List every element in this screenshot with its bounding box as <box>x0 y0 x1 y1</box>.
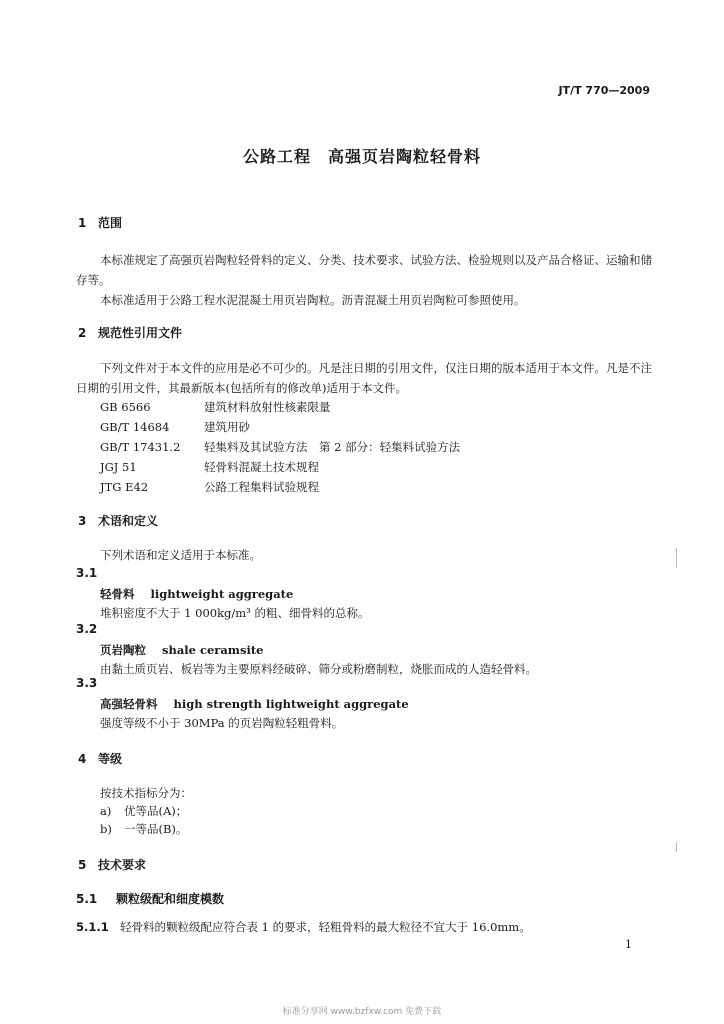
section-2-paragraph: 下列文件对于本文件的应用是必不可少的。凡是注日期的引用文件，仅注日期的版本适用于本文件。凡是不注日期的引用文件，其最新版本(包括所有的修改单)适用于本文件。 <box>76 361 652 395</box>
section-title: 范围 <box>98 216 123 230</box>
subsection-5-1-heading <box>76 890 224 907</box>
reference-title: 建筑用砂 <box>204 420 250 434</box>
term-chinese: 高强轻骨料 <box>100 697 158 711</box>
section-number: 5 <box>78 858 87 872</box>
list-text: 一等品(B)。 <box>124 822 188 836</box>
reference-code: JGJ 51 <box>100 460 137 474</box>
section-title: 等级 <box>98 752 123 766</box>
clause-5-1-1 <box>76 918 531 936</box>
section-title: 规范性引用文件 <box>98 326 183 340</box>
clause-text: 轻骨料的颗粒级配应符合表 1 的要求，轻粗骨料的最大粒径不宜大于 16.0mm。 <box>120 920 531 934</box>
section-1-paragraph-2: 本标准适用于公路工程水泥混凝土用页岩陶粒。沥青混凝土用页岩陶粒可参照使用。 <box>100 293 526 307</box>
page-number: 1 <box>625 938 632 951</box>
section-number: 2 <box>78 326 87 340</box>
term-heading <box>100 642 263 658</box>
section-4-heading <box>78 750 122 767</box>
list-item <box>100 802 187 820</box>
term-heading <box>100 586 293 602</box>
subsection-number: 5.1 <box>76 892 98 906</box>
reference-title: 轻骨料混凝土技术规程 <box>204 460 319 474</box>
term-definition: 强度等级不小于 30MPa 的页岩陶粒轻粗骨料。 <box>100 716 344 730</box>
term-definition: 由黏土质页岩、板岩等为主要原料经破碎、筛分或粉磨制粒，烧胀而成的人造轻骨料。 <box>100 662 537 676</box>
reference-item <box>100 478 319 496</box>
scan-mark <box>676 548 677 568</box>
section-number: 1 <box>78 216 87 230</box>
section-1-heading <box>78 214 122 231</box>
section-3-heading <box>78 512 158 529</box>
reference-title: 轻集料及其试验方法 第 2 部分：轻集料试验方法 <box>204 440 461 454</box>
list-item <box>100 820 187 838</box>
subsection-title: 颗粒级配和细度模数 <box>116 892 225 906</box>
reference-item <box>100 438 460 456</box>
term-number: 3.3 <box>76 676 98 690</box>
reference-code: GB/T 14684 <box>100 420 170 434</box>
term-number: 3.1 <box>76 566 98 580</box>
clause-number: 5.1.1 <box>76 920 109 934</box>
list-text: 优等品(A)； <box>124 804 188 818</box>
section-4-intro: 按技术指标分为： <box>100 786 192 800</box>
term-heading <box>100 696 409 712</box>
section-number: 4 <box>78 752 87 766</box>
reference-item <box>100 398 331 416</box>
section-3-intro: 下列术语和定义适用于本标准。 <box>100 548 261 562</box>
term-english: lightweight aggregate <box>150 587 294 601</box>
list-marker: b) <box>100 822 112 836</box>
section-1-paragraph-1: 本标准规定了高强页岩陶粒轻骨料的定义、分类、技术要求、试验方法、检验规则以及产品合格证、运输和储存等。 <box>76 253 652 287</box>
term-number: 3.2 <box>76 622 98 636</box>
section-2-heading <box>78 324 182 341</box>
reference-item <box>100 418 250 436</box>
term-definition: 堆积密度不大于 1 000kg/m³ 的粗、细骨料的总称。 <box>100 606 370 620</box>
term-english: high strength lightweight aggregate <box>173 697 409 711</box>
standard-code: JT/T 770—2009 <box>558 84 650 97</box>
term-english: shale ceramsite <box>162 643 264 657</box>
section-title: 技术要求 <box>98 858 147 872</box>
reference-code: JTG E42 <box>100 480 149 494</box>
reference-title: 公路工程集料试验规程 <box>204 480 319 494</box>
list-marker: a) <box>100 804 112 818</box>
reference-item <box>100 458 319 476</box>
section-5-heading <box>78 856 146 873</box>
reference-title: 建筑材料放射性核素限量 <box>204 400 331 414</box>
footer-watermark: 标准分享网 www.bzfxw.com 免费下载 <box>282 1007 442 1017</box>
term-chinese: 页岩陶粒 <box>100 643 146 657</box>
reference-code: GB/T 17431.2 <box>100 440 181 454</box>
reference-code: GB 6566 <box>100 400 151 414</box>
term-chinese: 轻骨料 <box>100 587 135 601</box>
scan-mark <box>676 842 677 852</box>
document-title: 公路工程 高强页岩陶粒轻骨料 <box>242 147 481 166</box>
section-title: 术语和定义 <box>98 514 159 528</box>
section-number: 3 <box>78 514 87 528</box>
